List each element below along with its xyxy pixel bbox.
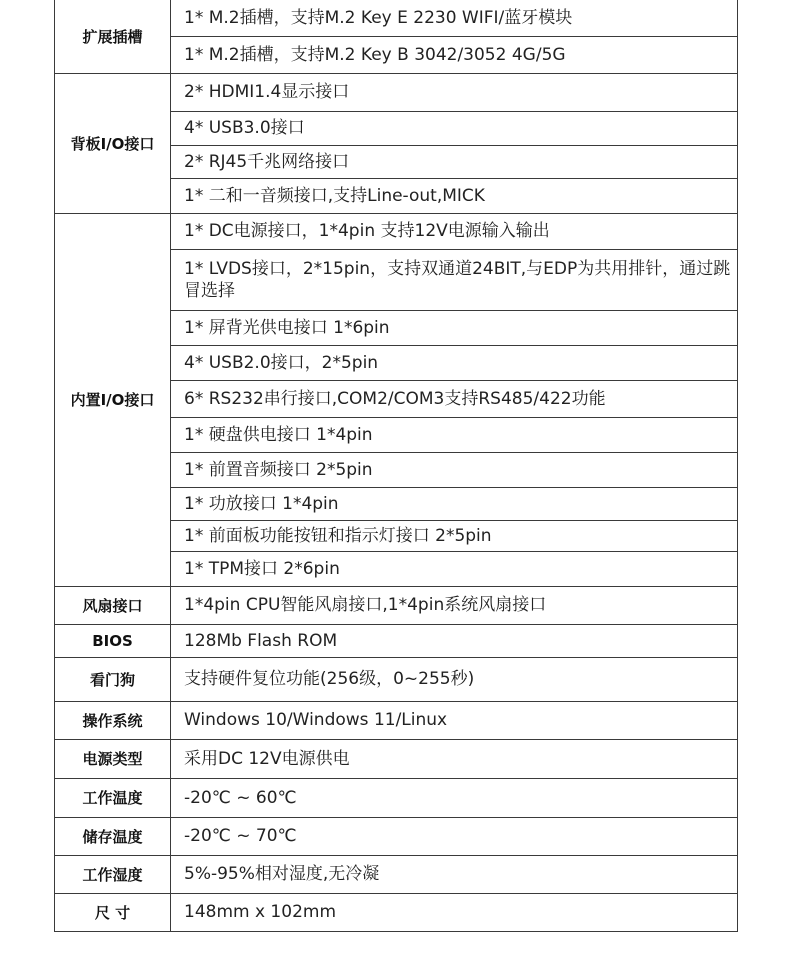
spec-value: 4* USB3.0接口 — [171, 111, 738, 145]
spec-label: 内置I/O接口 — [55, 213, 171, 586]
spec-value: 148mm x 102mm — [171, 893, 738, 931]
spec-value: 1* DC电源接口，1*4pin 支持12V电源输入输出 — [171, 213, 738, 249]
spec-value: 采用DC 12V电源供电 — [171, 739, 738, 778]
spec-value: 1* LVDS接口，2*15pin，支持双通道24BIT,与EDP为共用排针，通过跳冒选择 — [171, 249, 738, 310]
spec-value: 4* USB2.0接口，2*5pin — [171, 345, 738, 380]
spec-label: 背板I/O接口 — [55, 73, 171, 213]
spec-value: Windows 10/Windows 11/Linux — [171, 701, 738, 739]
spec-value: 2* RJ45千兆网络接口 — [171, 145, 738, 178]
spec-value: -20℃ ~ 60℃ — [171, 778, 738, 817]
spec-value: 1*4pin CPU智能风扇接口,1*4pin系统风扇接口 — [171, 586, 738, 624]
spec-value: 5%-95%相对湿度,无冷凝 — [171, 855, 738, 893]
spec-value: 1* M.2插槽，支持M.2 Key E 2230 WIFI/蓝牙模块 — [171, 0, 738, 36]
spec-label: 储存温度 — [55, 817, 171, 855]
spec-value: 1* 前面板功能按钮和指示灯接口 2*5pin — [171, 520, 738, 551]
spec-table — [54, 0, 738, 932]
spec-value: 支持硬件复位功能(256级，0~255秒) — [171, 657, 738, 701]
spec-value: 1* TPM接口 2*6pin — [171, 551, 738, 586]
spec-label: 电源类型 — [55, 739, 171, 778]
spec-value: 1* 屏背光供电接口 1*6pin — [171, 310, 738, 345]
spec-value: 2* HDMI1.4显示接口 — [171, 73, 738, 111]
spec-label: BIOS — [55, 624, 171, 657]
spec-label: 扩展插槽 — [55, 0, 171, 73]
spec-value: 1* 前置音频接口 2*5pin — [171, 452, 738, 487]
spec-label: 工作温度 — [55, 778, 171, 817]
spec-label: 工作湿度 — [55, 855, 171, 893]
spec-value: 6* RS232串行接口,COM2/COM3支持RS485/422功能 — [171, 380, 738, 417]
spec-label: 看门狗 — [55, 657, 171, 701]
spec-value: 128Mb Flash ROM — [171, 624, 738, 657]
spec-label: 操作系统 — [55, 701, 171, 739]
spec-value: -20℃ ~ 70℃ — [171, 817, 738, 855]
spec-value: 1* 功放接口 1*4pin — [171, 487, 738, 520]
spec-value: 1* 硬盘供电接口 1*4pin — [171, 417, 738, 452]
spec-value: 1* 二和一音频接口,支持Line-out,MICK — [171, 178, 738, 213]
spec-label: 尺 寸 — [55, 893, 171, 931]
spec-value: 1* M.2插槽，支持M.2 Key B 3042/3052 4G/5G — [171, 36, 738, 73]
spec-label: 风扇接口 — [55, 586, 171, 624]
